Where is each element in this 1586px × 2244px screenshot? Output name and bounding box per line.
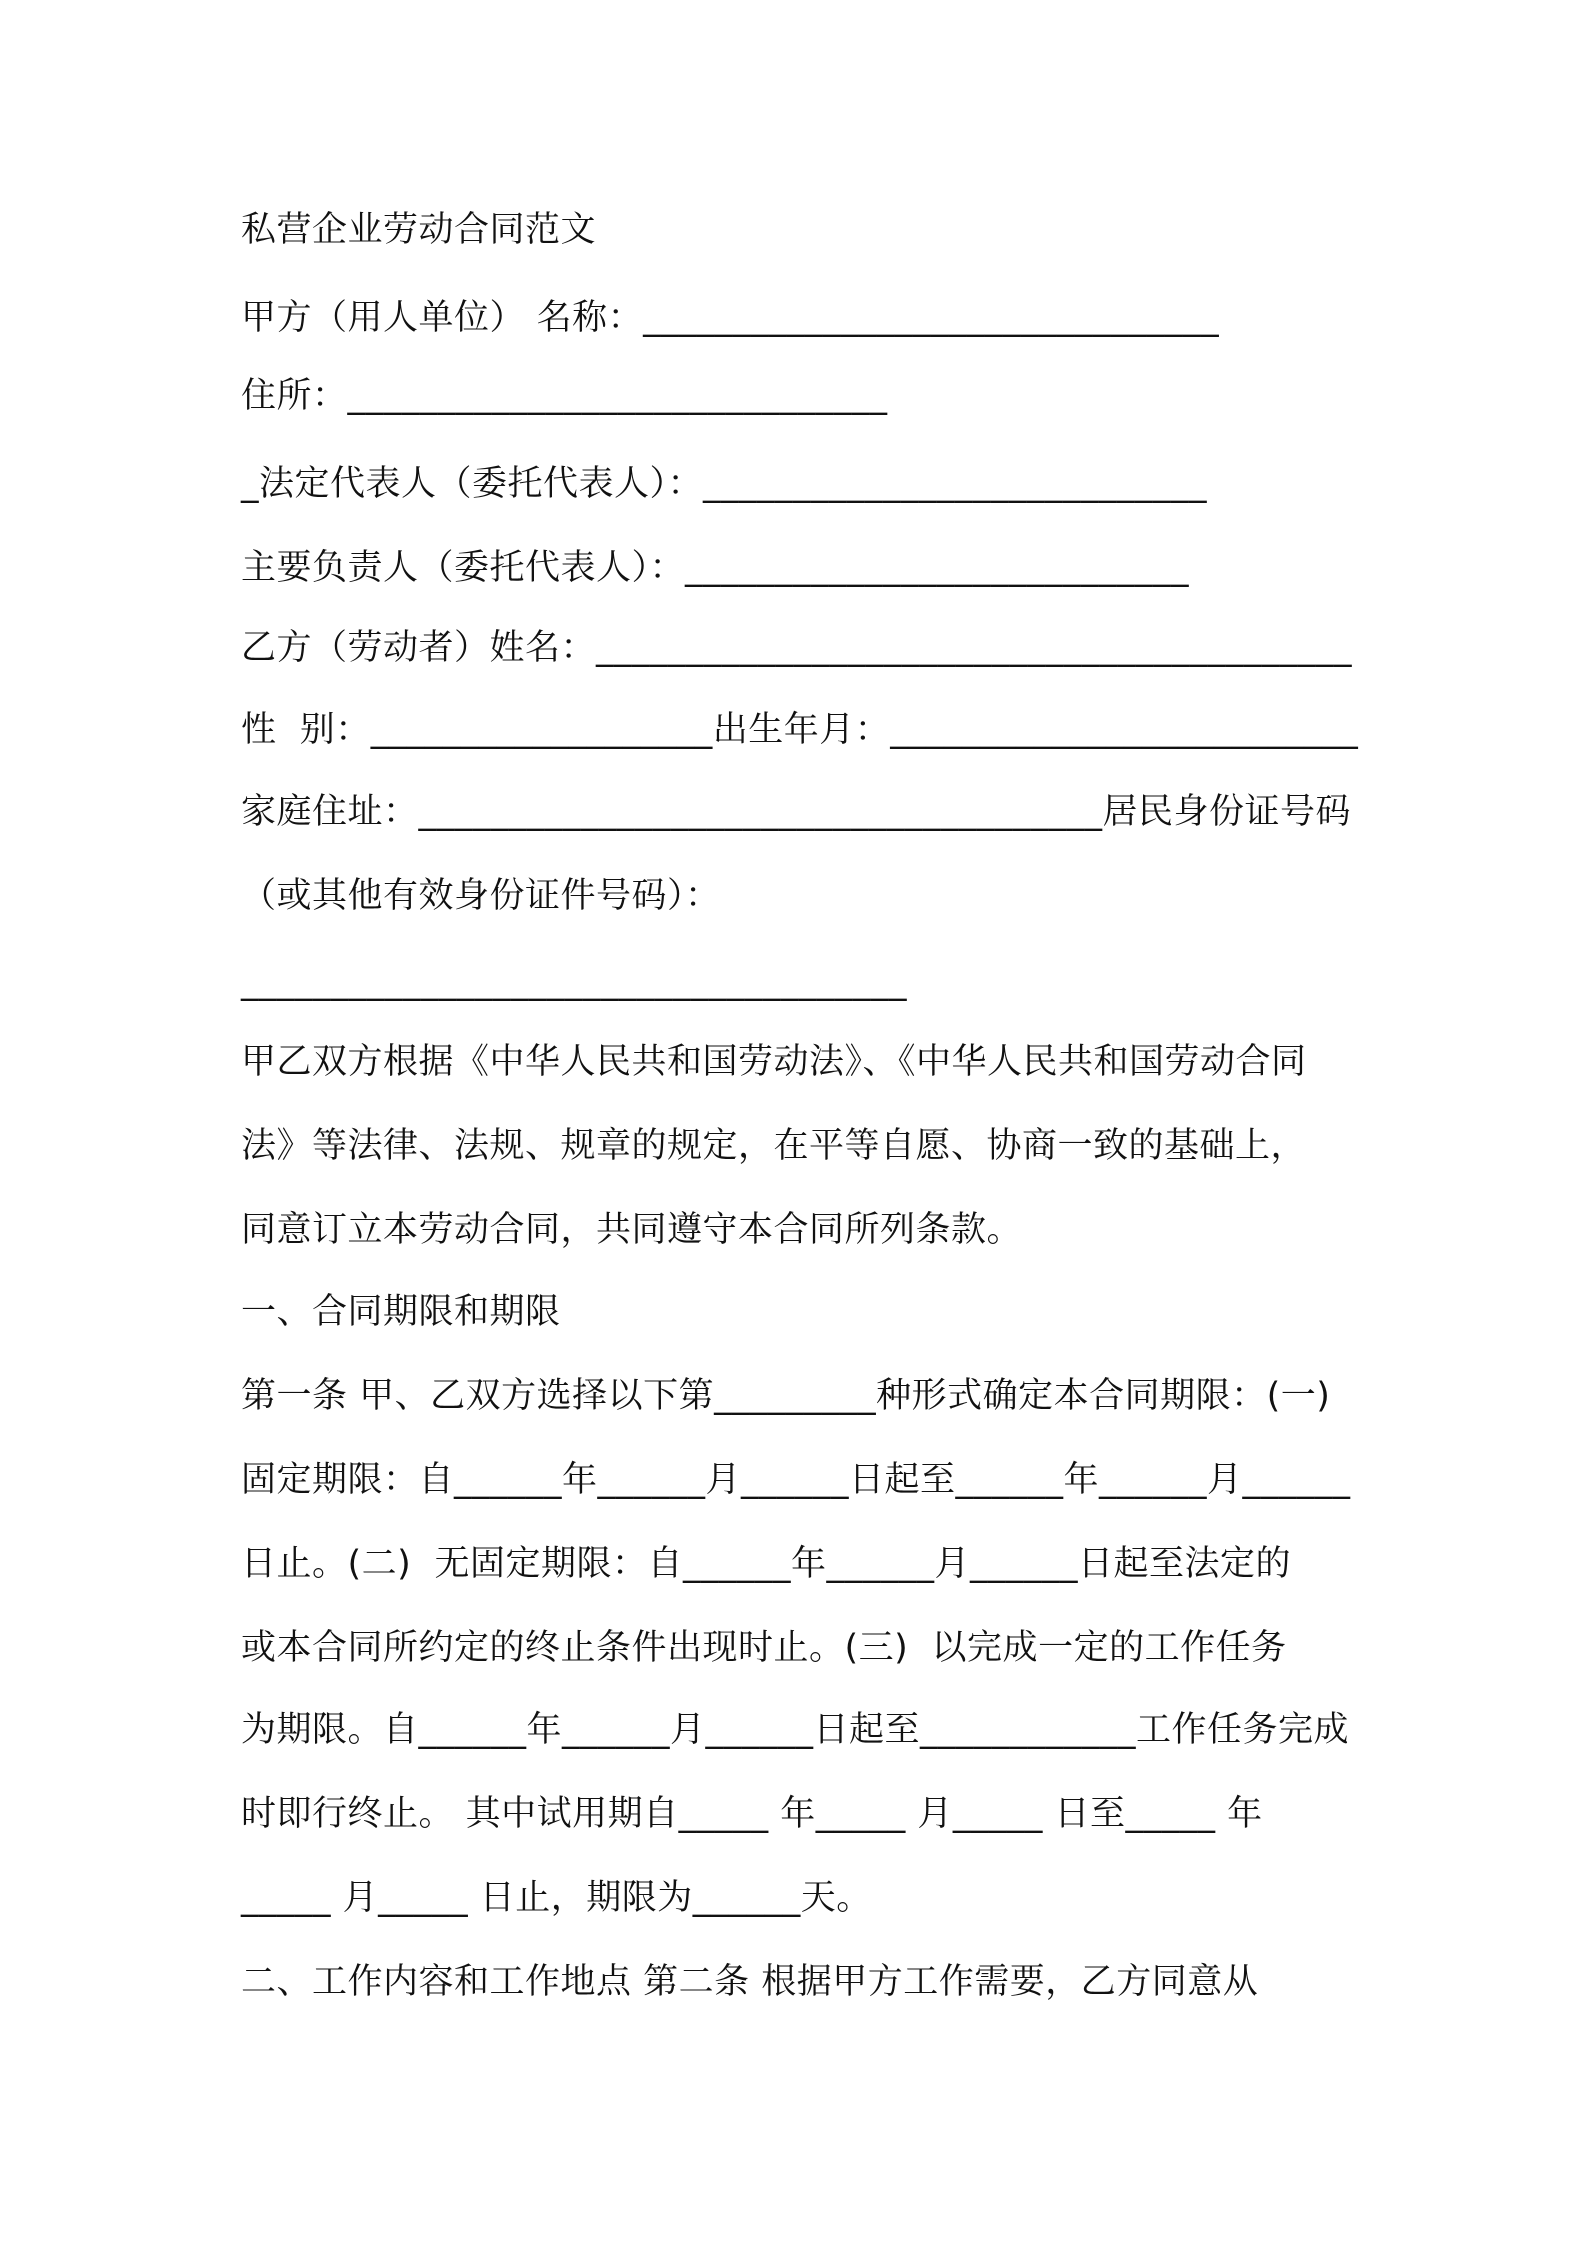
legal-representative-line: _法定代表人（委托代表人）：____________________________ (241, 464, 1208, 504)
home-address-line: 家庭住址：______________________________________居民身份证号码 (241, 792, 1352, 832)
principal-line: 主要负责人（委托代表人）：____________________________ (241, 548, 1190, 588)
article-1-line-5: 为期限。自______年______月______日起至____________工作任务完成 (241, 1710, 1350, 1750)
id-number-blank-line: _____________________________________ (241, 962, 907, 1002)
article-1-line-7: _____ 月_____ 日止，期限为______天。 (241, 1878, 872, 1918)
article-1-line-4: 或本合同所约定的终止条件出现时止。(三) 以完成一定的工作任务 (241, 1628, 1287, 1668)
preamble-line-1: 甲乙双方根据《中华人民共和国劳动法》、《中华人民共和国劳动合同 (241, 1042, 1307, 1082)
employer-address-line: 住所：______________________________ (241, 376, 888, 416)
employer-name-line: 甲方（用人单位） 名称：________________________________ (241, 298, 1220, 338)
article-1-line-6: 时即行终止。 其中试用期自_____ 年_____ 月_____ 日至_____ 年 (241, 1794, 1263, 1834)
section-heading-1: 一、合同期限和期限 (241, 1292, 561, 1332)
article-1-line-2: 固定期限：自______年______月______日起至______年______月______ (241, 1460, 1351, 1500)
article-1-line-3: 日止。(二) 无固定期限：自______年______月______日起至法定的 (241, 1544, 1292, 1584)
gender-birth-line: 性 别：___________________出生年月：__________________________ (241, 710, 1359, 750)
section-heading-2: 二、工作内容和工作地点 第二条 根据甲方工作需要，乙方同意从 (241, 1962, 1259, 2002)
preamble-line-2: 法》等法律、法规、规章的规定，在平等自愿、协商一致的基础上， (241, 1126, 1307, 1166)
document-title: 私营企业劳动合同范文 (241, 210, 597, 250)
preamble-line-3: 同意订立本劳动合同，共同遵守本合同所列条款。 (241, 1210, 1023, 1250)
article-1-line-1: 第一条 甲、乙双方选择以下第_________种形式确定本合同期限：(一) (241, 1376, 1331, 1416)
id-number-label-line: （或其他有效身份证件号码）： (241, 876, 721, 916)
employee-name-line: 乙方（劳动者）姓名：__________________________________________ (241, 628, 1353, 668)
